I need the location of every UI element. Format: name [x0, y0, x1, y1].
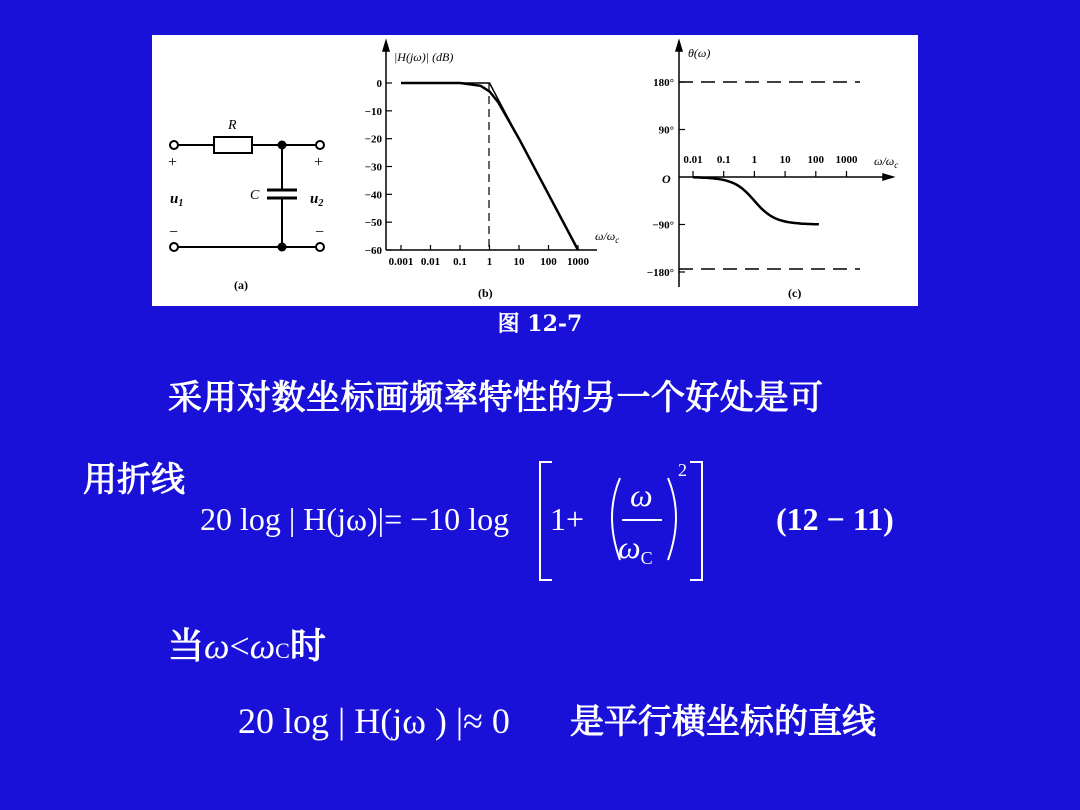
phase-ylabel: θ(ω) [688, 46, 711, 60]
equation-12-11 [200, 456, 920, 586]
magnitude-x-tick-label: 1 [486, 256, 493, 268]
phase-y-tick-label: −90° [652, 219, 674, 232]
phase-y-tick-label: −180° [646, 267, 674, 279]
magnitude-y-tick-label: −30 [364, 161, 382, 174]
magnitude-y-tick-label: 0 [376, 78, 382, 90]
phase-x-tick-label: 100 [807, 154, 825, 166]
body-text-line-2: 用折线 [83, 460, 185, 500]
phase-x-tick-label: 0.01 [683, 154, 703, 166]
rc-circuit [170, 137, 324, 251]
label-b: (b) [478, 286, 493, 300]
magnitude-xlabel: $\omega/\omega_c$ [595, 229, 620, 245]
eq1-lhs: 20 log | H(jω)|= −10 log [200, 501, 510, 537]
condition-omega-c: ω [249, 626, 276, 666]
magnitude-y-tick-label: −50 [364, 217, 382, 230]
phase-curve [693, 177, 819, 224]
condition-line [168, 618, 326, 669]
phase-y-tick-label: 180° [653, 77, 674, 89]
eq1-numerator: ω [630, 477, 653, 513]
u1-label: $u_1$ [170, 191, 184, 209]
u2-label: $u_2$ [310, 191, 324, 209]
magnitude-x-tick-label: 0.001 [388, 256, 414, 268]
condition-omega-c-sub: C [275, 638, 290, 663]
eq1-one-plus: 1+ [550, 501, 585, 537]
phase-x-ticks [683, 154, 858, 177]
condition-prefix: 当 [168, 626, 205, 667]
magnitude-x-tick-label: 0.1 [453, 256, 467, 268]
plus-left: + [168, 154, 178, 171]
magnitude-ylabel: |H(jω)| (dB) [394, 50, 454, 64]
condition-lt: < [229, 626, 250, 666]
magnitude-x-tick-label: 100 [540, 256, 557, 268]
phase-xlabel: $\omega/\omega_c$ [874, 154, 899, 170]
condition-suffix: 时 [289, 626, 326, 667]
capacitor-label: C [250, 188, 260, 203]
phase-x-tick-label: 0.1 [716, 154, 731, 166]
figure-caption: 图 12-7 [497, 311, 583, 337]
figure-svg [152, 35, 918, 306]
eq1-denominator: ωC [618, 529, 653, 568]
phase-origin: O [662, 172, 671, 186]
magnitude-axes [383, 41, 597, 250]
phase-x-tick-label: 1 [751, 154, 758, 166]
phase-y-tick-label: 90° [658, 124, 674, 137]
phase-x-tick-label: 10 [779, 154, 791, 166]
minus-right: − [315, 224, 325, 241]
magnitude-y-tick-label: −40 [364, 189, 382, 202]
label-a: (a) [234, 278, 248, 292]
phase-x-tick-label: 1000 [835, 154, 858, 166]
plus-right: + [314, 154, 324, 171]
minus-left: − [169, 224, 179, 241]
magnitude-y-tick-label: −10 [364, 105, 382, 118]
note-text: 是平行横坐标的直线 [570, 702, 876, 742]
magnitude-x-tick-label: 0.01 [420, 256, 441, 268]
equation-approx-zero: 20 log | H(jω ) |≈ 0 [238, 701, 510, 741]
magnitude-x-tick-label: 1000 [567, 256, 589, 268]
eq1-exponent: 2 [678, 460, 687, 480]
figure-12-7 [152, 35, 918, 306]
eq1-label: (12 − 11) [776, 501, 894, 537]
resistor-label: R [228, 118, 237, 133]
condition-omega: ω [204, 626, 230, 666]
magnitude-y-tick-label: −60 [364, 245, 382, 257]
magnitude-y-tick-label: −20 [364, 133, 382, 146]
magnitude-x-tick-label: 10 [513, 256, 525, 268]
body-text-line-1: 采用对数坐标画频率特性的另一个好处是可 [168, 378, 824, 418]
magnitude-y-ticks [365, 78, 392, 257]
label-c: (c) [788, 286, 802, 300]
magnitude-x-ticks [389, 245, 590, 268]
